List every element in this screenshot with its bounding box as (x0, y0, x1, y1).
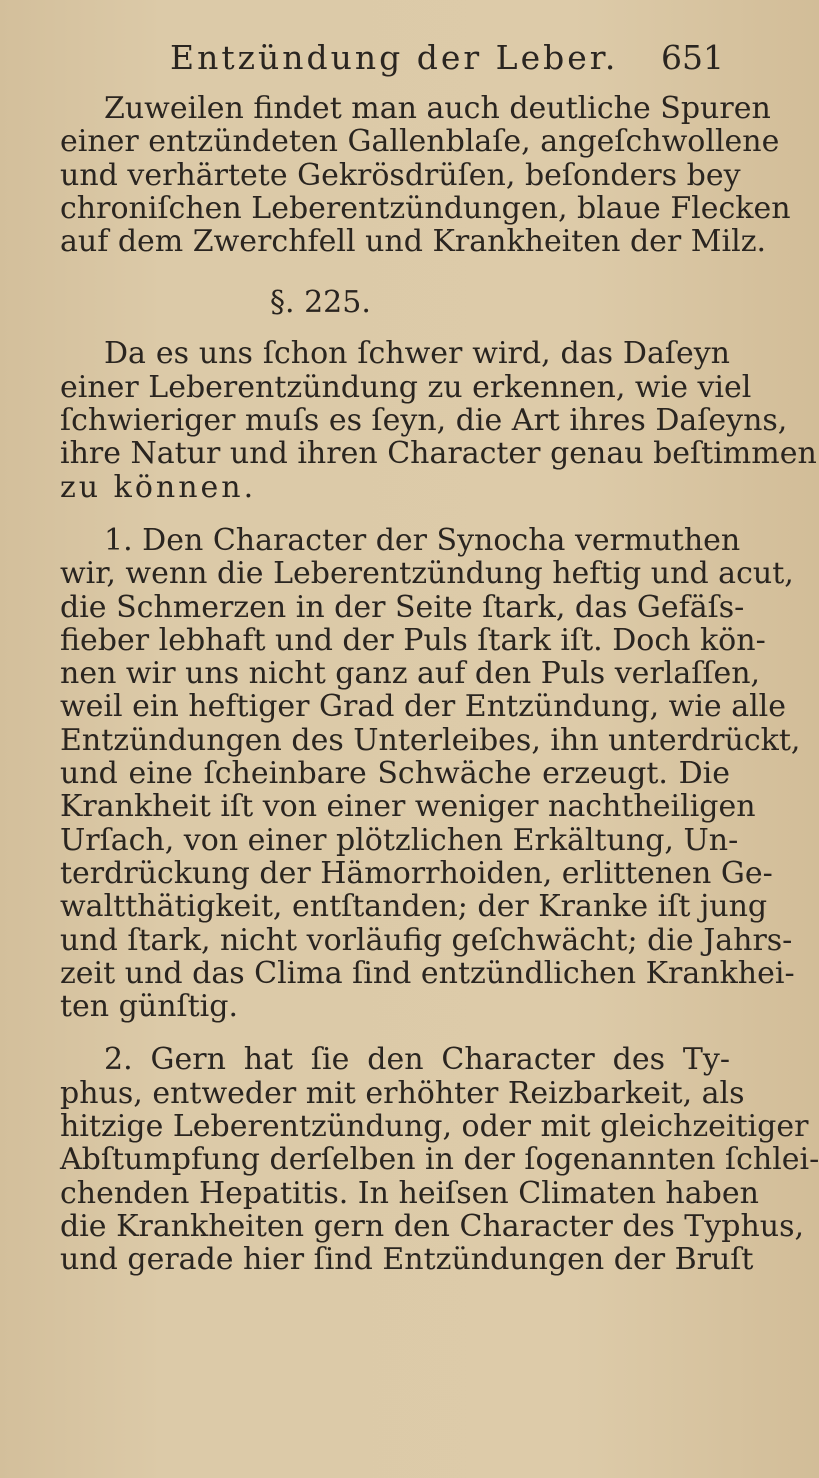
text-line: und verhärtete Gekrösdrüſen, beſonders bey (60, 157, 741, 193)
text-line: terdrückung der Hämorrhoiden, erlittenen Ge- (60, 855, 773, 891)
paragraph (60, 522, 801, 1025)
text-line: fieber lebhaft und der Puls ſtark iſt. Doch kön- (60, 622, 766, 658)
text-line: wir, wenn die Leberentzündung heftig und acut, (60, 556, 794, 592)
text-line: ihre Natur und ihren Character genau beſtimmen (60, 436, 817, 472)
paragraph-gap (60, 1023, 730, 1043)
paragraph (60, 1042, 819, 1278)
text-line: hitzige Leberentzündung, oder mit gleichzeitiger (60, 1109, 809, 1145)
text-line: zeit und das Clima ſind entzündlichen Krankhei- (60, 955, 795, 991)
text-line: die Krankheiten gern den Character des Typhus, (60, 1208, 805, 1244)
text-line: Abſtumpfung derſelben in der ſogenannten ſchlei- (60, 1142, 819, 1178)
text-line: ſchwieriger muſs es ſeyn, die Art ihres Daſeyns, (60, 403, 788, 439)
text-line: und ſtark, nicht vorläufig geſchwächt; die Jahrs- (60, 922, 793, 958)
text-line: Zuweilen findet man auch deutliche Spuren (104, 91, 771, 126)
text-line: einer entzündeten Gallenblaſe, angeſchwollene (60, 124, 780, 160)
running-title: Entzündung der Leber. (170, 38, 619, 77)
text-line: einer Leberentzündung zu erkennen, wie viel (60, 369, 752, 405)
text-line: 2. Gern hat ſie den Character des Ty- (104, 1042, 730, 1078)
body-text (60, 91, 819, 1278)
section-heading: §. 225. (270, 285, 371, 321)
text-line: ten günſtig. (60, 989, 239, 1025)
text-line: und gerade hier ſind Entzündungen der Bruſt (60, 1242, 754, 1278)
text-line: 1. Den Character der Synocha vermuthen (104, 522, 741, 558)
text-line: zu können. (60, 469, 257, 505)
text-line: nen wir uns nicht ganz auf den Puls verlaſſen, (60, 656, 761, 692)
running-head (60, 38, 724, 82)
page-number: 651 (661, 38, 724, 77)
text-line: phus, entweder mit erhöhter Reizbarkeit, als (60, 1075, 745, 1111)
text-line: die Schmerzen in der Seite ſtark, das Gefäſs- (60, 589, 745, 625)
text-line: weil ein heftiger Grad der Entzündung, wie alle (60, 689, 787, 725)
text-line: Urſach, von einer plötzlichen Erkältung, Un- (60, 822, 739, 858)
text-line: waltthätigkeit, entſtanden; der Kranke iſt jung (60, 889, 768, 925)
text-line: Entzündungen des Unterleibes, ihn unterdrückt, (60, 722, 801, 758)
text-line: Da es uns ſchon ſchwer wird, das Daſeyn (104, 336, 730, 372)
text-line: chroniſchen Leberentzündungen, blaue Flecken (60, 190, 791, 226)
paragraph-gap (60, 504, 730, 524)
text-line: auf dem Zwerchfell und Krankheiten der Milz. (60, 224, 767, 260)
text-line: Krankheit iſt von einer weniger nachtheiligen (60, 789, 756, 825)
paragraph (60, 336, 817, 505)
paragraph (60, 91, 791, 260)
text-line: und eine ſcheinbare Schwäche erzeugt. Die (60, 756, 730, 792)
text-line: chenden Hepatitis. In heiſsen Climaten haben (60, 1175, 759, 1211)
